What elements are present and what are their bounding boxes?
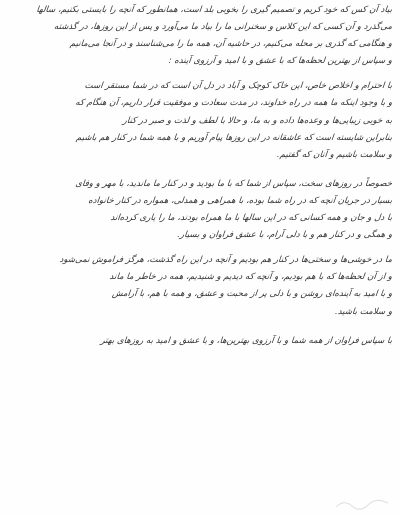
letter-line: ما در خوشی‌ها و سختی‌ها در کنار هم بودیم و آنچه در این راه گذشت، هرگز فراموش نمی‌شود	[59, 255, 393, 266]
letter-line: بسیار در جریان آنچه که در راه شما بوده، با همراهی و همدلی، همواره در کنار خانواده	[87, 195, 393, 206]
letter-line: و هنگامی که گذری بر محله می‌کنیم، در حاشیه آن، همه ما را می‌شناسند و در آنجا می‌مانیم	[69, 39, 393, 50]
faint-stamp-mark	[334, 497, 392, 511]
paragraph-5	[8, 333, 392, 350]
letter-line: و سپاس از بهترین لحظه‌ها که با عشق و با امید و آرزوی آینده :	[168, 56, 393, 67]
paragraph-1	[8, 2, 392, 70]
paragraph-gap	[8, 164, 392, 176]
letter-line: می‌گذرد و آن کسی که این کلاس و سخنرانی ما را بیاد ما می‌آورد و پس از این روزها، در گذشته	[53, 22, 393, 33]
letter-line: و سلامت باشید.	[334, 306, 393, 317]
paragraph-gap	[8, 321, 392, 333]
letter-line: با سپاس فراوان از همه شما و با آرزوی بهترین‌ها، و با عشق و امید به روزهای بهتر	[100, 335, 393, 346]
paragraph-4	[8, 252, 392, 320]
letter-line: بیاد آن کس که خود کریم و تصمیم گیری را بخوبی بلد است، همانطور که آنچه را بایستی بکنیم، سالها	[35, 5, 393, 15]
letter-body	[8, 2, 392, 512]
letter-line: و همگی و در کنار هم و با دلی آرام، با عشق فراوان و بسیار.	[176, 230, 393, 241]
paragraph-2	[8, 78, 392, 163]
letter-line: به خوبی زیبایی‌ها و وعده‌ها داده و به ما، و حالا با لطف و لذت و صبر در کنار	[122, 115, 393, 126]
letter-line: خصوصاً در روزهای سخت، سپاس از شما که با ما بودید و در کنار ما ماندید، با مهر و وفای	[74, 178, 393, 189]
letter-line: و از آن لحظه‌ها که با هم بودیم، و آنچه که دیدیم و شنیدیم، همه در خاطر ما ماند	[108, 272, 393, 283]
letter-line: و با امید به آینده‌ای روشن و با دلی پر از محبت و عشق، و همه با هم، با آرامش	[111, 289, 393, 300]
letter-line: با دل و جان و همه کسانی که در این سالها با ما همراه بودند، ما را یاری کرده‌اند	[109, 213, 393, 224]
letter-line: و با وجود اینکه ما همه در راه خداوند، در مدت سعادت و موفقیت قرار داریم، آن هنگام که	[74, 98, 393, 109]
paragraph-3	[8, 176, 392, 244]
letter-line: با احترام و اخلاص خاص، این خاک کوچک و آباد در دل آن است که در شما مستقر است	[84, 81, 393, 92]
letter-line: و سلامت باشیم و آنان که گفتیم.	[276, 149, 393, 160]
letter-line: بنابراین شایسته است که عاشقانه در این روزها پیام آوریم و با همه شما در کنار هم باشیم	[75, 132, 393, 143]
